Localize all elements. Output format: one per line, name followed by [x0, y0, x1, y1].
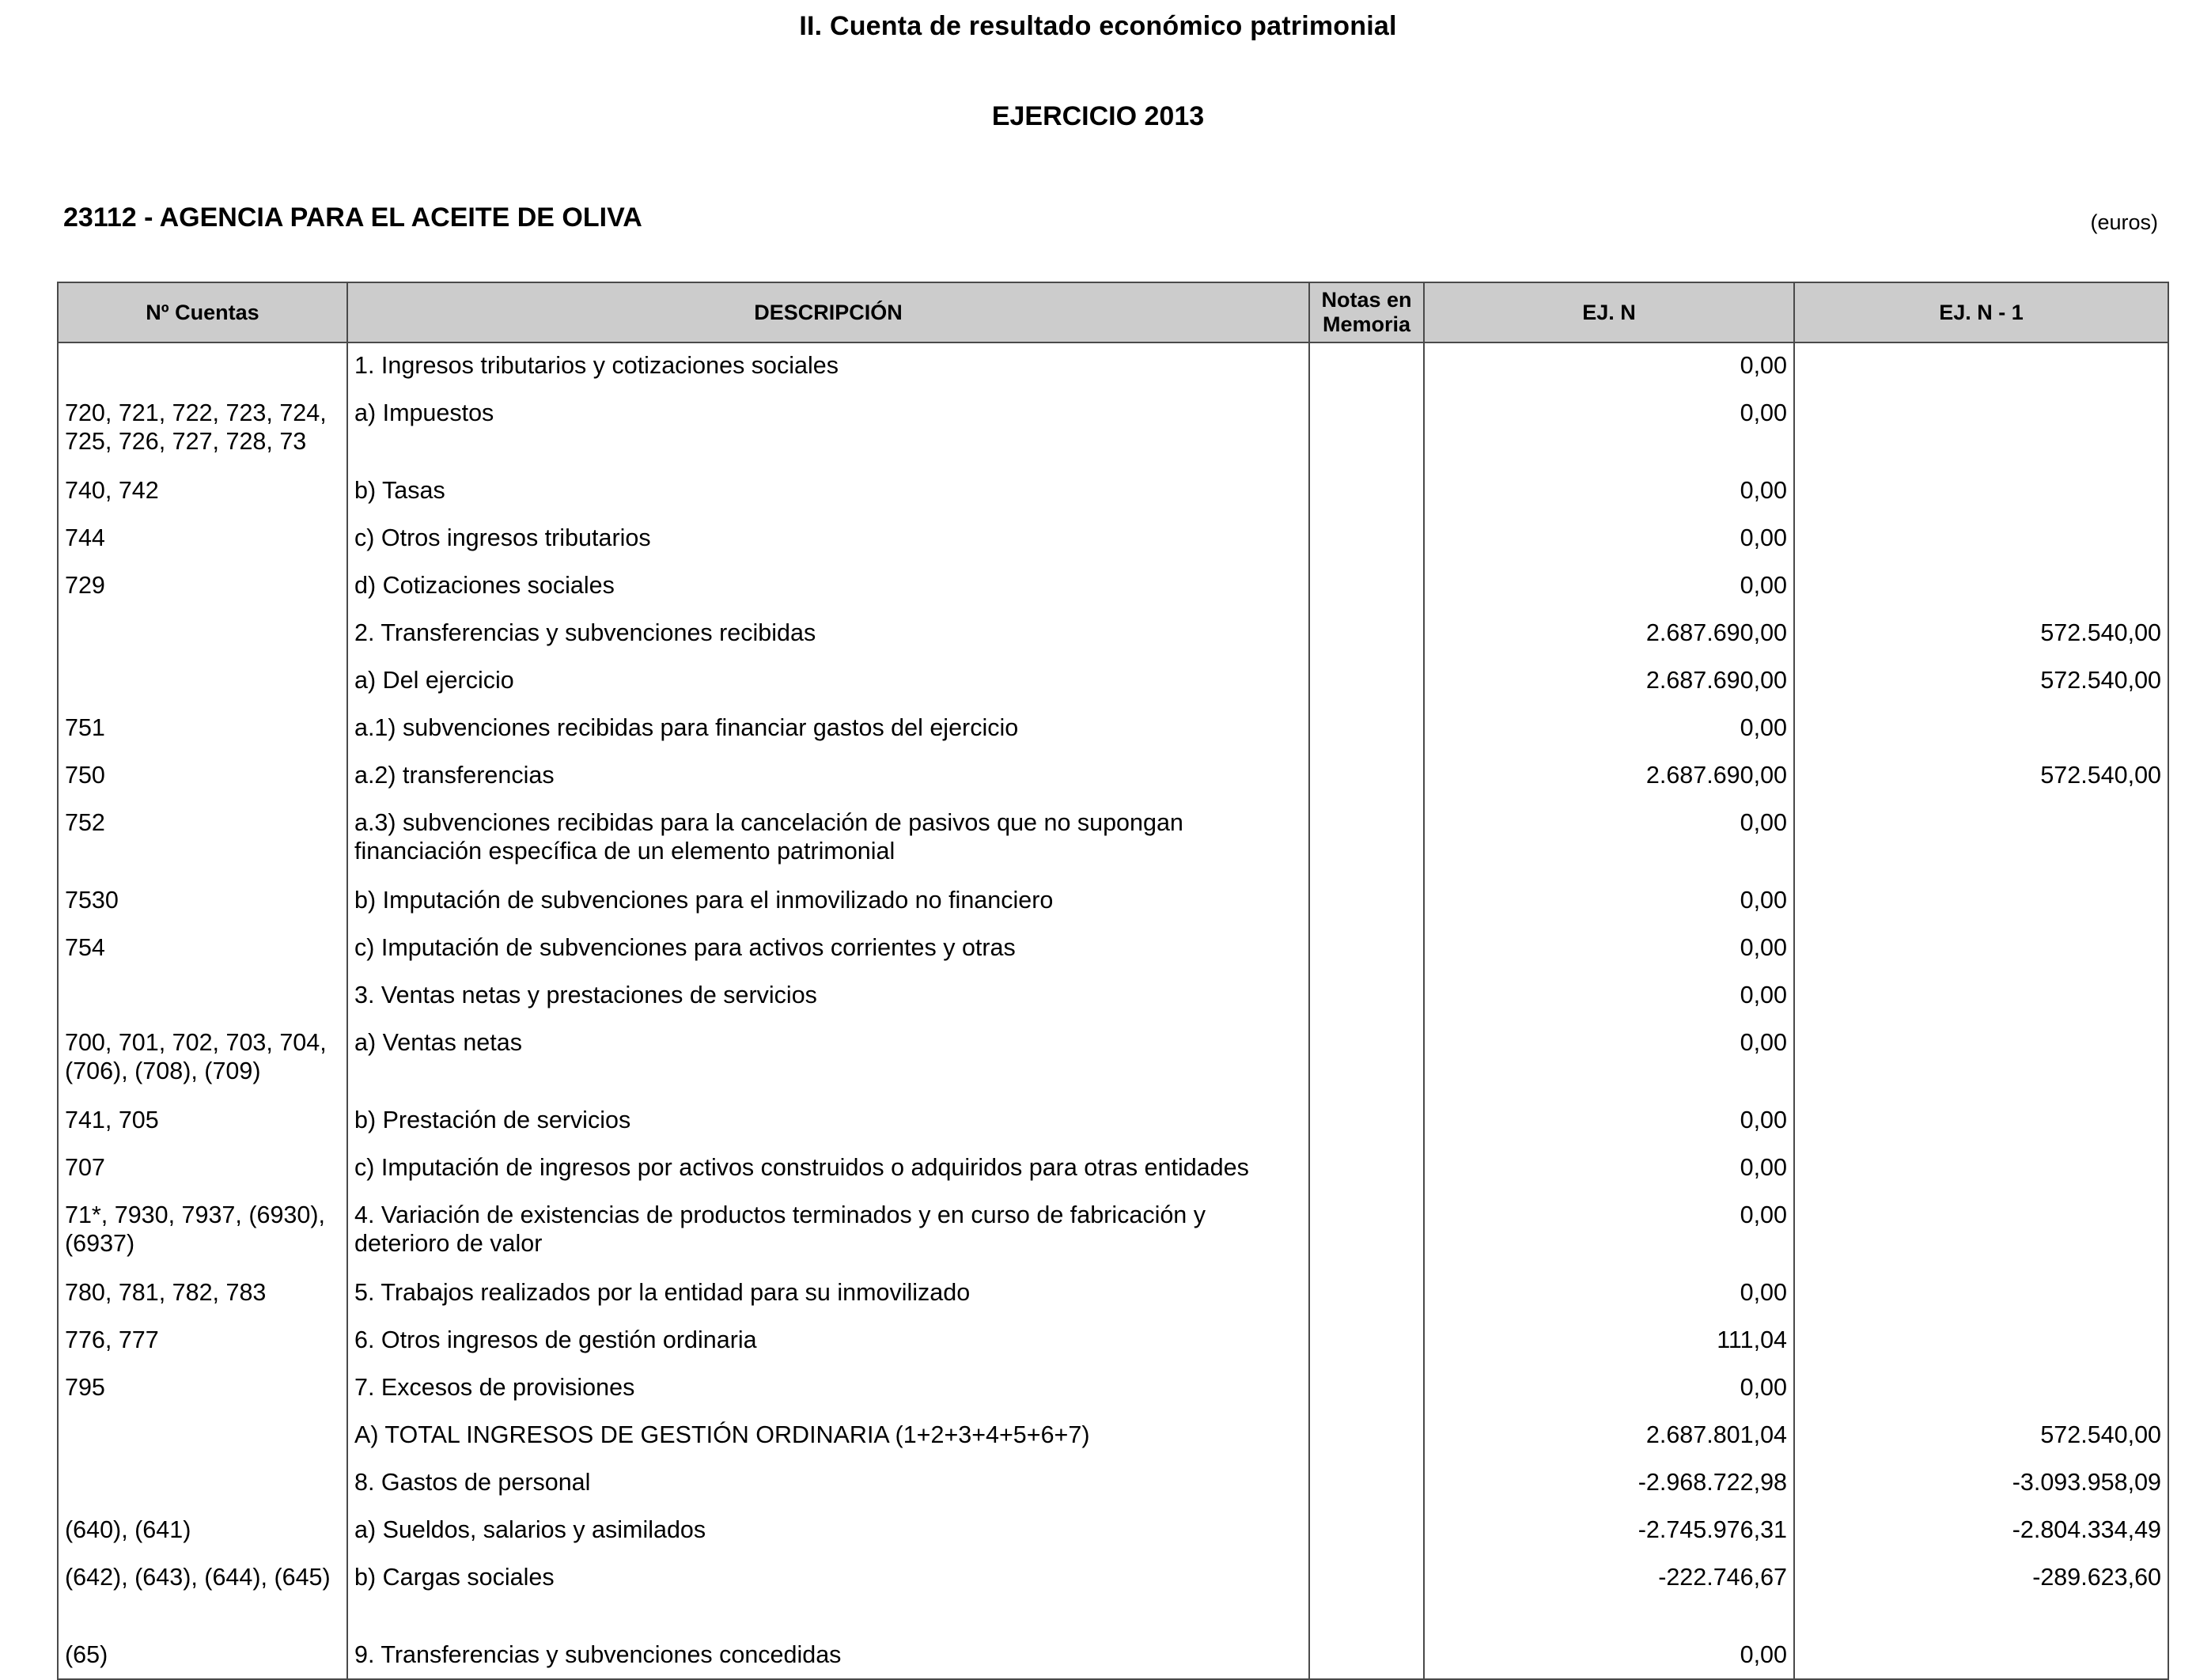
cell-year-n: 0,00: [1424, 391, 1794, 468]
cell-year-n: 2.687.690,00: [1424, 611, 1794, 658]
cell-accounts: (640), (641): [58, 1508, 347, 1555]
cell-accounts: 744: [58, 516, 347, 563]
cell-year-n-1: [1794, 1318, 2168, 1365]
cell-notes: [1309, 1365, 1424, 1413]
cell-year-n-1: [1794, 563, 2168, 611]
cell-year-n-1: [1794, 516, 2168, 563]
cell-notes: [1309, 753, 1424, 800]
cell-year-n-1: [1794, 878, 2168, 925]
cell-description: a.1) subvenciones recibidas para financiar gastos del ejercicio: [347, 706, 1309, 753]
cell-accounts: [58, 342, 347, 391]
cell-accounts: 707: [58, 1145, 347, 1193]
cell-year-n: 111,04: [1424, 1318, 1794, 1365]
cell-description: 5. Trabajos realizados por la entidad para su inmovilizado: [347, 1270, 1309, 1318]
cell-accounts: 740, 742: [58, 468, 347, 516]
cell-year-n: 0,00: [1424, 1020, 1794, 1098]
cell-year-n-1: [1794, 1098, 2168, 1145]
cell-accounts: 795: [58, 1365, 347, 1413]
cell-year-n: 0,00: [1424, 1633, 1794, 1679]
cell-accounts: 720, 721, 722, 723, 724, 725, 726, 727, 728, 73: [58, 391, 347, 468]
cell-year-n: 0,00: [1424, 468, 1794, 516]
table-row: [58, 1193, 2168, 1270]
cell-year-n: 0,00: [1424, 1270, 1794, 1318]
cell-year-n: 0,00: [1424, 706, 1794, 753]
cell-notes: [1309, 706, 1424, 753]
table-row: [58, 1555, 2168, 1633]
cell-description: c) Imputación de ingresos por activos construidos o adquiridos para otras entidades: [347, 1145, 1309, 1193]
cell-notes: [1309, 611, 1424, 658]
cell-year-n: 2.687.690,00: [1424, 658, 1794, 706]
column-header-description: DESCRIPCIÓN: [347, 282, 1309, 342]
cell-notes: [1309, 1318, 1424, 1365]
cell-accounts: (65): [58, 1633, 347, 1679]
cell-notes: [1309, 391, 1424, 468]
entity-name: 23112 - AGENCIA PARA EL ACEITE DE OLIVA: [63, 202, 642, 233]
cell-notes: [1309, 1460, 1424, 1508]
table-row: [58, 706, 2168, 753]
cell-description: 9. Transferencias y subvenciones concedidas: [347, 1633, 1309, 1679]
column-header-accounts: Nº Cuentas: [58, 282, 347, 342]
cell-year-n-1: [1794, 1633, 2168, 1679]
cell-notes: [1309, 925, 1424, 973]
cell-year-n-1: [1794, 1020, 2168, 1098]
cell-year-n-1: [1794, 800, 2168, 878]
cell-accounts: [58, 658, 347, 706]
cell-accounts: 752: [58, 800, 347, 878]
cell-notes: [1309, 800, 1424, 878]
table-row: [58, 342, 2168, 391]
cell-notes: [1309, 1508, 1424, 1555]
cell-description: b) Cargas sociales: [347, 1555, 1309, 1633]
table-row: [58, 1318, 2168, 1365]
cell-year-n: 0,00: [1424, 1098, 1794, 1145]
cell-year-n: 0,00: [1424, 973, 1794, 1020]
cell-notes: [1309, 516, 1424, 563]
cell-accounts: [58, 973, 347, 1020]
cell-description: b) Prestación de servicios: [347, 1098, 1309, 1145]
cell-description: c) Otros ingresos tributarios: [347, 516, 1309, 563]
cell-year-n-1: [1794, 1270, 2168, 1318]
cell-year-n-1: [1794, 468, 2168, 516]
cell-year-n: 0,00: [1424, 516, 1794, 563]
cell-accounts: [58, 1460, 347, 1508]
table-row: [58, 878, 2168, 925]
table-row: [58, 1365, 2168, 1413]
cell-year-n: 0,00: [1424, 925, 1794, 973]
cell-accounts: (642), (643), (644), (645): [58, 1555, 347, 1633]
table-row: [58, 611, 2168, 658]
table-row: [58, 1508, 2168, 1555]
fiscal-year: EJERCICIO 2013: [991, 101, 1205, 131]
cell-year-n-1: -289.623,60: [1794, 1555, 2168, 1633]
cell-description: c) Imputación de subvenciones para activos corrientes y otras: [347, 925, 1309, 973]
cell-notes: [1309, 342, 1424, 391]
table-row: [58, 658, 2168, 706]
cell-notes: [1309, 658, 1424, 706]
cell-description: a) Ventas netas: [347, 1020, 1309, 1098]
cell-year-n-1: [1794, 1365, 2168, 1413]
table-row: [58, 1098, 2168, 1145]
table-row: [58, 1633, 2168, 1679]
cell-description: 6. Otros ingresos de gestión ordinaria: [347, 1318, 1309, 1365]
table-row: [58, 468, 2168, 516]
column-header-year-n: EJ. N: [1424, 282, 1794, 342]
table-row: [58, 1145, 2168, 1193]
cell-notes: [1309, 1633, 1424, 1679]
cell-year-n: -2.968.722,98: [1424, 1460, 1794, 1508]
cell-year-n-1: [1794, 925, 2168, 973]
cell-year-n: 0,00: [1424, 1145, 1794, 1193]
cell-year-n: 0,00: [1424, 800, 1794, 878]
currency-unit: (euros): [2090, 210, 2158, 234]
cell-year-n-1: [1794, 1193, 2168, 1270]
cell-description: 1. Ingresos tributarios y cotizaciones sociales: [347, 342, 1309, 391]
cell-year-n-1: 572.540,00: [1794, 611, 2168, 658]
cell-year-n: 2.687.801,04: [1424, 1413, 1794, 1460]
table-row: [58, 800, 2168, 878]
column-header-year-n-1: EJ. N - 1: [1794, 282, 2168, 342]
cell-accounts: 750: [58, 753, 347, 800]
cell-year-n-1: [1794, 1145, 2168, 1193]
cell-accounts: 754: [58, 925, 347, 973]
cell-notes: [1309, 1555, 1424, 1633]
cell-description: a) Del ejercicio: [347, 658, 1309, 706]
cell-notes: [1309, 973, 1424, 1020]
table-row: [58, 563, 2168, 611]
cell-year-n-1: [1794, 706, 2168, 753]
cell-description: 4. Variación de existencias de productos terminados y en curso de fabricación y deterioro de valor: [347, 1193, 1309, 1270]
cell-year-n-1: -3.093.958,09: [1794, 1460, 2168, 1508]
cell-accounts: 751: [58, 706, 347, 753]
cell-year-n: 0,00: [1424, 1193, 1794, 1270]
cell-description: b) Imputación de subvenciones para el inmovilizado no financiero: [347, 878, 1309, 925]
cell-year-n: -2.745.976,31: [1424, 1508, 1794, 1555]
results-table: [57, 282, 2169, 1680]
cell-accounts: 741, 705: [58, 1098, 347, 1145]
cell-accounts: [58, 611, 347, 658]
cell-description: 2. Transferencias y subvenciones recibidas: [347, 611, 1309, 658]
cell-year-n-1: 572.540,00: [1794, 753, 2168, 800]
cell-year-n: 2.687.690,00: [1424, 753, 1794, 800]
cell-accounts: [58, 1413, 347, 1460]
cell-year-n: 0,00: [1424, 878, 1794, 925]
cell-notes: [1309, 563, 1424, 611]
table-header-row: [58, 282, 2168, 342]
table-row: [58, 973, 2168, 1020]
cell-accounts: 7530: [58, 878, 347, 925]
cell-description: A) TOTAL INGRESOS DE GESTIÓN ORDINARIA (1+2+3+4+5+6+7): [347, 1413, 1309, 1460]
table-row: [58, 925, 2168, 973]
cell-year-n-1: [1794, 342, 2168, 391]
cell-accounts: 71*, 7930, 7937, (6930), (6937): [58, 1193, 347, 1270]
table-row: [58, 753, 2168, 800]
cell-description: 8. Gastos de personal: [347, 1460, 1309, 1508]
table-row: [58, 1413, 2168, 1460]
cell-year-n-1: 572.540,00: [1794, 1413, 2168, 1460]
cell-year-n: 0,00: [1424, 563, 1794, 611]
cell-accounts: 729: [58, 563, 347, 611]
cell-accounts: 780, 781, 782, 783: [58, 1270, 347, 1318]
table-row: [58, 391, 2168, 468]
cell-year-n: 0,00: [1424, 1365, 1794, 1413]
cell-accounts: 776, 777: [58, 1318, 347, 1365]
cell-description: 7. Excesos de provisiones: [347, 1365, 1309, 1413]
cell-notes: [1309, 1098, 1424, 1145]
cell-notes: [1309, 1020, 1424, 1098]
cell-description: a.3) subvenciones recibidas para la cancelación de pasivos que no supongan financiación específica de un elemento patrimonial: [347, 800, 1309, 878]
cell-notes: [1309, 1413, 1424, 1460]
cell-year-n-1: [1794, 973, 2168, 1020]
cell-notes: [1309, 878, 1424, 925]
report-title: II. Cuenta de resultado económico patrimonial: [799, 11, 1397, 41]
cell-notes: [1309, 468, 1424, 516]
cell-description: b) Tasas: [347, 468, 1309, 516]
cell-notes: [1309, 1193, 1424, 1270]
cell-notes: [1309, 1145, 1424, 1193]
cell-year-n: 0,00: [1424, 342, 1794, 391]
column-header-notes: Notas en Memoria: [1309, 282, 1424, 342]
cell-year-n-1: 572.540,00: [1794, 658, 2168, 706]
table-row: [58, 1270, 2168, 1318]
cell-description: 3. Ventas netas y prestaciones de servicios: [347, 973, 1309, 1020]
cell-notes: [1309, 1270, 1424, 1318]
cell-description: a.2) transferencias: [347, 753, 1309, 800]
table-row: [58, 1020, 2168, 1098]
cell-year-n: -222.746,67: [1424, 1555, 1794, 1633]
table-row: [58, 1460, 2168, 1508]
table-row: [58, 516, 2168, 563]
cell-year-n-1: [1794, 391, 2168, 468]
cell-description: a) Sueldos, salarios y asimilados: [347, 1508, 1309, 1555]
cell-year-n-1: -2.804.334,49: [1794, 1508, 2168, 1555]
cell-accounts: 700, 701, 702, 703, 704, (706), (708), (709): [58, 1020, 347, 1098]
cell-description: a) Impuestos: [347, 391, 1309, 468]
cell-description: d) Cotizaciones sociales: [347, 563, 1309, 611]
